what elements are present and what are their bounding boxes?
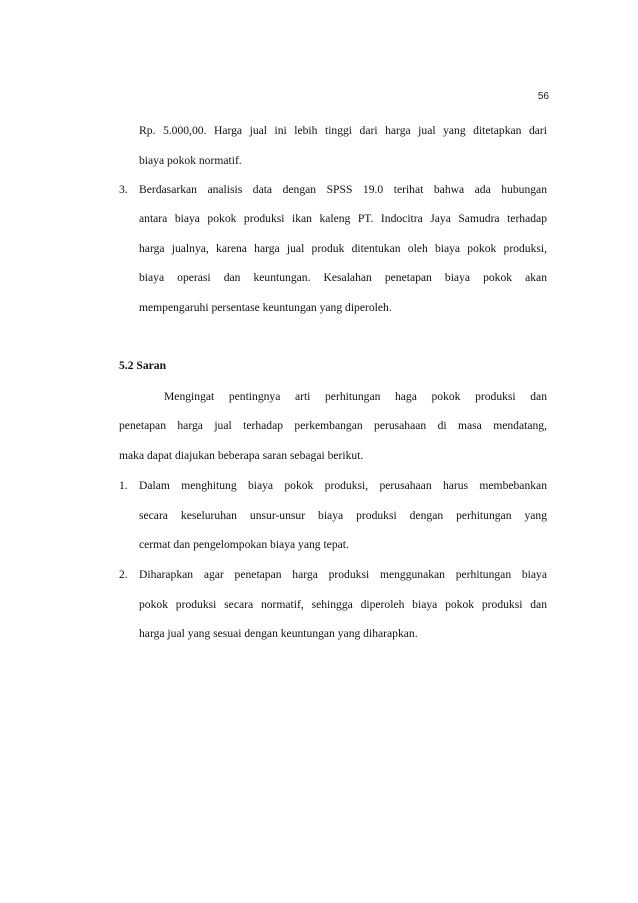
- paragraph-line-1: Mengingat pentingnya arti perhitungan haga pokok produksi dan: [164, 390, 547, 403]
- list-item-3-line-3: harga jualnya, karena harga jual produk ditentukan oleh biaya pokok produksi,: [139, 242, 547, 255]
- saran-item-1-line-2: secara keseluruhan unsur-unsur biaya produksi dengan perhitungan yang: [139, 509, 547, 522]
- list-item-continued-line-1: Rp. 5.000,00. Harga jual ini lebih tinggi dari harga jual yang ditetapkan dari: [139, 124, 547, 137]
- saran-item-1-line-3: cermat dan pengelompokan biaya yang tepat.: [139, 538, 349, 551]
- list-item-3-line-4: biaya operasi dan keuntungan. Kesalahan penetapan biaya pokok akan: [139, 271, 547, 284]
- saran-item-2-line-3: harga jual yang sesuai dengan keuntungan yang diharapkan.: [139, 627, 418, 640]
- saran-item-2-line-2: pokok produksi secara normatif, sehingga diperoleh biaya pokok produksi dan: [139, 598, 547, 611]
- page-number: 56: [537, 91, 549, 102]
- list-item-3-line-2: antara biaya pokok produksi ikan kaleng PT. Indocitra Jaya Samudra terhadap: [139, 212, 547, 225]
- list-item-number: 3.: [119, 183, 128, 196]
- paragraph-line-2: penetapan harga jual terhadap perkembangan perusahaan di masa mendatang,: [119, 419, 547, 432]
- list-item-continued-line-2: biaya pokok normatif.: [139, 154, 242, 167]
- paragraph-line-3: maka dapat diajukan beberapa saran sebagai berikut.: [119, 449, 364, 462]
- list-item-number: 2.: [119, 568, 128, 581]
- list-item-3-line-1: Berdasarkan analisis data dengan SPSS 19.0 terihat bahwa ada hubungan: [139, 183, 547, 196]
- section-heading: 5.2 Saran: [119, 359, 167, 372]
- saran-item-2-line-1: Diharapkan agar penetapan harga produksi menggunakan perhitungan biaya: [139, 568, 547, 581]
- list-item-number: 1.: [119, 479, 128, 492]
- saran-item-1-line-1: Dalam menghitung biaya pokok produksi, perusahaan harus membebankan: [139, 479, 547, 492]
- list-item-3-line-5: mempengaruhi persentase keuntungan yang diperoleh.: [139, 301, 392, 314]
